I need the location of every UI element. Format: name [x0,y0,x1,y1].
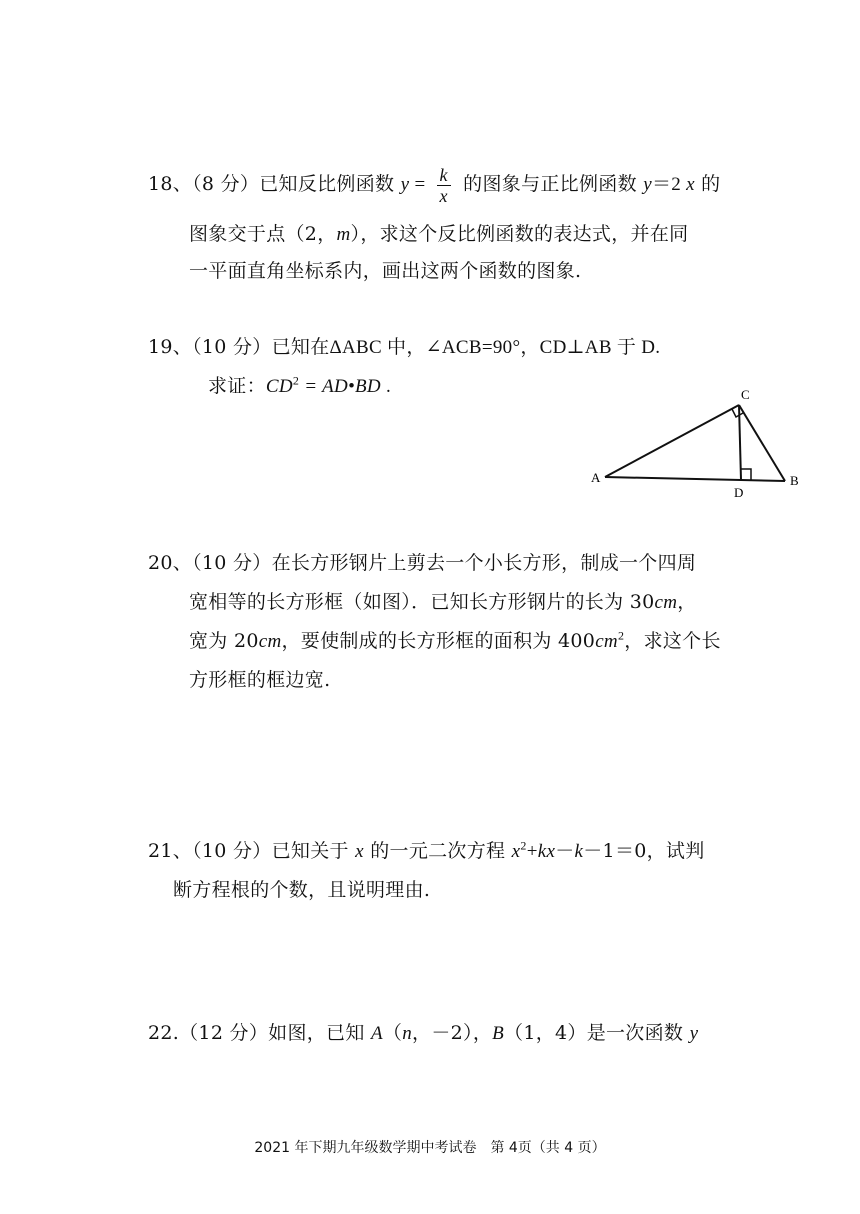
q21-var-x2: x [511,841,521,862]
q21-l2: 断方程根的个数，且说明理由. [173,879,431,901]
q19-line1 [148,334,660,361]
label-a: A [591,470,601,485]
q18-l2a: 图象交于点（2， [189,223,337,245]
q18-fraction-denominator: x [439,185,448,206]
q18-var-y: y [400,174,410,195]
q21-line1 [148,838,705,865]
q22-point-a: A [371,1023,383,1044]
q21-square: 2 [520,838,527,853]
q20-cm2: cm [258,631,282,652]
q18-var-m: m [336,224,351,245]
label-b: B [790,473,799,488]
q18-l2b: ），求这个反比例函数的表达式，并在同 [350,223,689,245]
q21-minus: － [555,840,575,862]
q21-kx: kx [537,841,556,862]
q22-b: （ [382,1022,403,1044]
q19-rest: = AD•BD [299,376,381,397]
q21-var-x: x [355,841,364,862]
q18-score: （8 分） [192,173,260,195]
q19-number: 19、 [148,336,193,358]
q21-score: （10 分） [192,840,272,862]
q21-l1b: 的一元二次方程 [363,840,512,862]
q18-text2: 的图象与正比例函数 [456,173,644,195]
side-ab [605,477,785,481]
q20-l2: 宽相等的长方形框（如图）．已知长方形钢片的长为 30 [189,591,655,613]
q22-var-y: y [689,1023,699,1044]
q19-text: 已知在ΔABC 中，∠ACB=90°，CD⊥AB 于 D. [271,337,661,358]
q20-line3 [189,628,721,655]
q19-dot: . [380,376,392,397]
q22-var-n: n [402,1023,413,1044]
q20-l3a: 宽为 20 [189,630,259,652]
triangle-figure [585,385,815,505]
q20-cm3: cm [595,631,618,652]
altitude-cd [739,405,741,480]
page-footer: 2021 年下期九年级数学期中考试卷 第 4页（共 4 页） [254,1140,606,1156]
q21-number: 21、 [148,840,193,862]
q21-l1a: 已知关于 [271,840,356,862]
q21-l1c: －1＝0，试判 [583,840,705,862]
side-ac [605,405,739,477]
right-angle-mark-d [741,469,751,480]
label-c: C [741,387,750,402]
q18-l3: 一平面直角坐标系内，画出这两个函数的图象. [189,260,582,282]
q19-square: 2 [292,373,300,388]
q19-prove-label: 求证： [208,375,266,397]
q20-l1: 在长方形钢片上剪去一个小长方形，制成一个四周 [271,552,697,574]
q22-c: ，－2）， [412,1022,493,1044]
q22-score: （12 分） [179,1022,269,1044]
q20-square: 2 [617,628,625,643]
q18-fraction-numerator: k [437,165,451,186]
label-d: D [734,485,744,500]
q18-fraction [437,165,451,206]
q18-line1 [148,164,720,206]
q18-number: 18、 [148,173,193,195]
q21-line2 [173,877,430,903]
q22-point-b: B [492,1023,505,1044]
q22-a: 如图，已知 [268,1022,371,1044]
q20-number: 20、 [148,552,193,574]
q18-line2 [189,221,688,248]
q18-eq2: ＝2 [651,174,687,195]
q20-line2 [189,589,697,616]
q20-l4: 方形框的框边宽. [189,669,331,691]
q22-d: （1，4）是一次函数 [504,1022,690,1044]
q20-line4 [189,667,330,693]
q18-text: 已知反比例函数 [259,173,401,195]
q20-l3b: ，要使制成的长方形框的面积为 400 [281,630,596,652]
q20-score: （10 分） [192,552,272,574]
q18-line3 [189,258,581,284]
q22-line1 [148,1020,698,1047]
q20-line1 [148,550,696,576]
q18-equals: = [409,174,431,195]
q18-var-x2: x [686,174,695,195]
q22-number: 22. [148,1022,180,1044]
q19-line2 [208,373,391,400]
q21-plus: + [526,841,538,862]
q20-l3c: ，求这个长 [624,630,721,652]
q19-score: （10 分） [192,336,272,358]
q18-var-y2: y [643,174,652,195]
q20-l2end: ， [677,591,697,613]
q19-cd: CD [265,376,293,397]
q20-cm1: cm [654,592,678,613]
q18-text3: 的 [694,173,721,195]
q21-k: k [574,841,584,862]
